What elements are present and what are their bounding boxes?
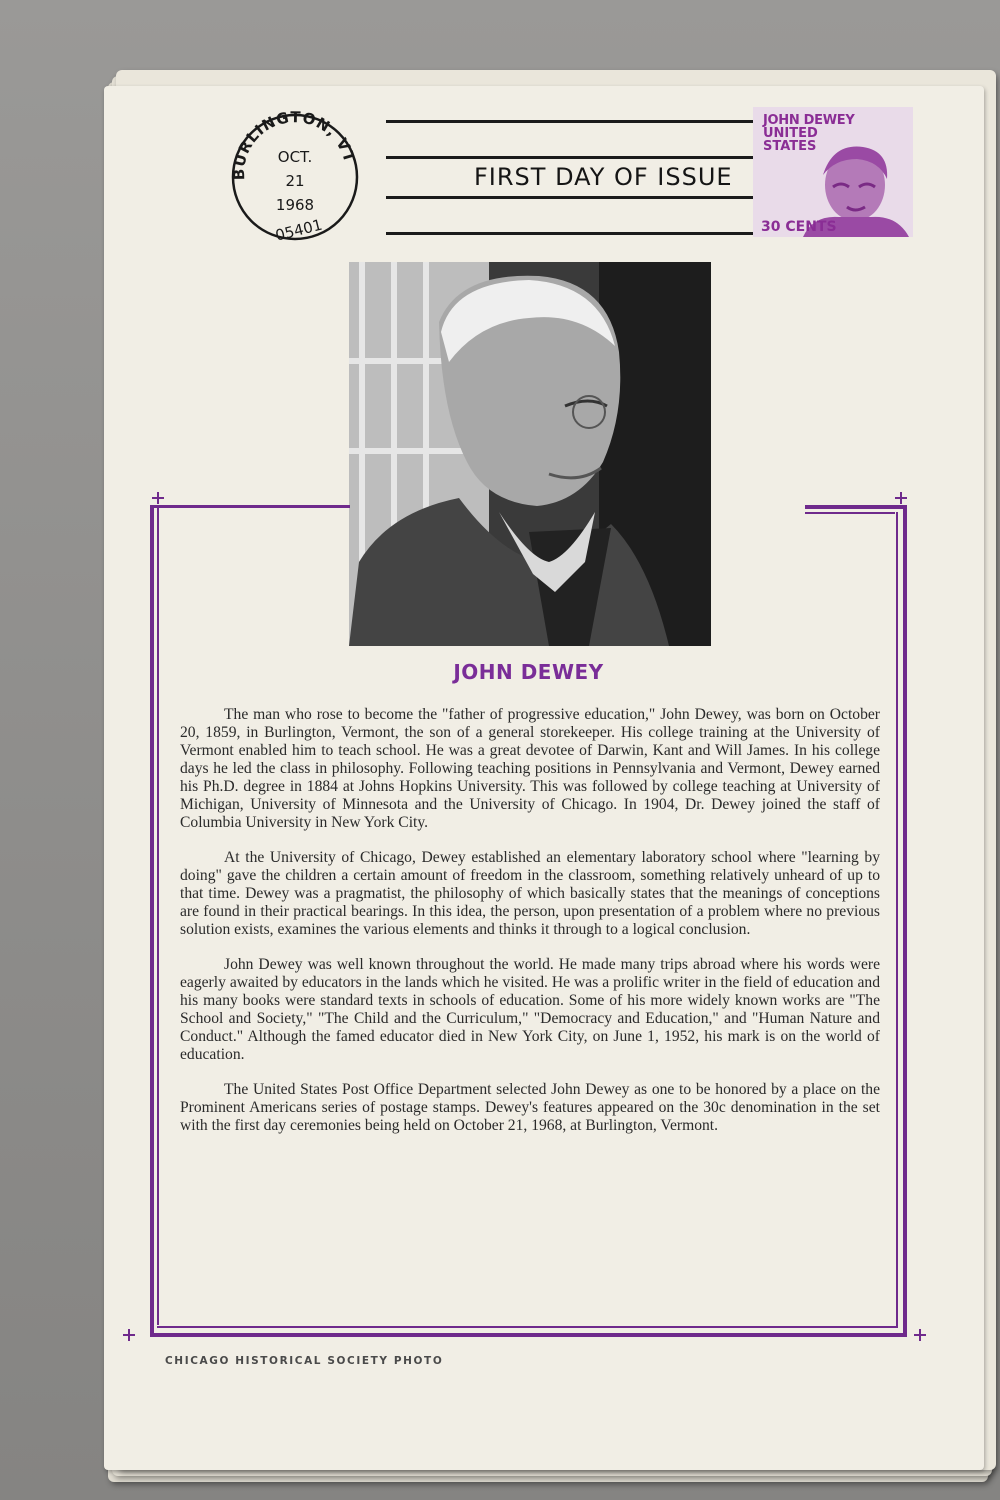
frame-border	[150, 1333, 907, 1337]
frame-border	[150, 505, 350, 508]
postage-stamp	[753, 107, 913, 237]
postmark-zip: 05401	[273, 215, 325, 245]
svg-text:BURLINGTON, VT	[230, 108, 359, 180]
cancel-line	[386, 120, 766, 123]
cancel-line	[386, 196, 766, 199]
frame-corner-ornament	[152, 492, 164, 504]
postmark	[220, 102, 370, 252]
cancel-line	[386, 156, 766, 159]
frame-border	[896, 512, 898, 1327]
portrait-photo-image	[349, 262, 711, 646]
paragraph: The man who rose to become the "father of progressive education," John Dewey, was born on October 20, 1859, in Burlington, Vermont, the son of a general storekeeper. His college training at the University of Vermont enabled him to teach school. He was a great devotee of Darwin, Kant and Will James. In his college days he led the class in philosophy. Following teaching positions in Pennsylvania and Vermont, Dewey earned his Ph.D. degree in 1884 at Johns Hopkins University. This was followed by college teaching at University of Michigan, University of Minnesota and the University of Chicago. In 1904, Dr. Dewey joined the staff of Columbia University in New York City.	[180, 706, 880, 831]
paragraph: John Dewey was well known throughout the world. He made many trips abroad where his words were eagerly awaited by educators in the lands which he visited. He was a prolific writer in the field of education and his many books were standard texts in schools of education. Some of his more widely known works are "The School and Society," "The Child and the Curriculum," "Democracy and Education," and "Human Nature and Conduct." Although the famed educator died in New York City, on June 1, 1952, his mark is on the world of education.	[180, 956, 880, 1063]
frame-border	[903, 505, 907, 1335]
postmark-circle	[220, 102, 370, 252]
photo-credit: CHICAGO HISTORICAL SOCIETY PHOTO	[165, 1355, 444, 1367]
first-day-of-issue-label: FIRST DAY OF ISSUE	[468, 163, 739, 191]
paragraph: At the University of Chicago, Dewey established an elementary laboratory school where "learning by doing" gave the children a certain amount of freedom in the classroom, something relatively unheard of up to that time. Dewey was a pragmatist, the philosophy of which basically states that the meanings of conceptions are found in their practical bearings. In this idea, the person, upon presentation of a problem where no previous solution exists, examines the various elements and thinks it through to a logical conclusion.	[180, 849, 880, 938]
postmark-day: 21	[285, 172, 305, 190]
frame-border	[150, 505, 154, 1335]
frame-border	[157, 505, 159, 1325]
frame-corner-ornament	[914, 1329, 926, 1341]
frame-border	[805, 505, 905, 509]
page-title: JOHN DEWEY	[453, 660, 604, 684]
paragraph: The United States Post Office Department selected John Dewey as one to be honored by a place on the Prominent Americans series of postage stamps. Dewey's features appeared on the 30c denomination in the set with the first day ceremonies being held on October 21, 1968, at Burlington, Vermont.	[180, 1081, 880, 1134]
stamp-value: 30 CENTS	[761, 219, 837, 235]
frame-border	[805, 512, 895, 514]
portrait-photo	[349, 262, 711, 646]
frame-border	[157, 1326, 898, 1328]
biography-text	[180, 706, 880, 1152]
postmark-month: OCT.	[277, 148, 313, 166]
cancel-line	[386, 232, 766, 235]
frame-corner-ornament	[123, 1329, 135, 1341]
postmark-year: 1968	[275, 196, 315, 214]
frame-corner-ornament	[895, 492, 907, 504]
stamp-country: UNITED STATES	[763, 126, 818, 154]
stamp-name: JOHN DEWEY	[763, 113, 855, 128]
postmark-city: BURLINGTON, VT	[230, 108, 359, 181]
